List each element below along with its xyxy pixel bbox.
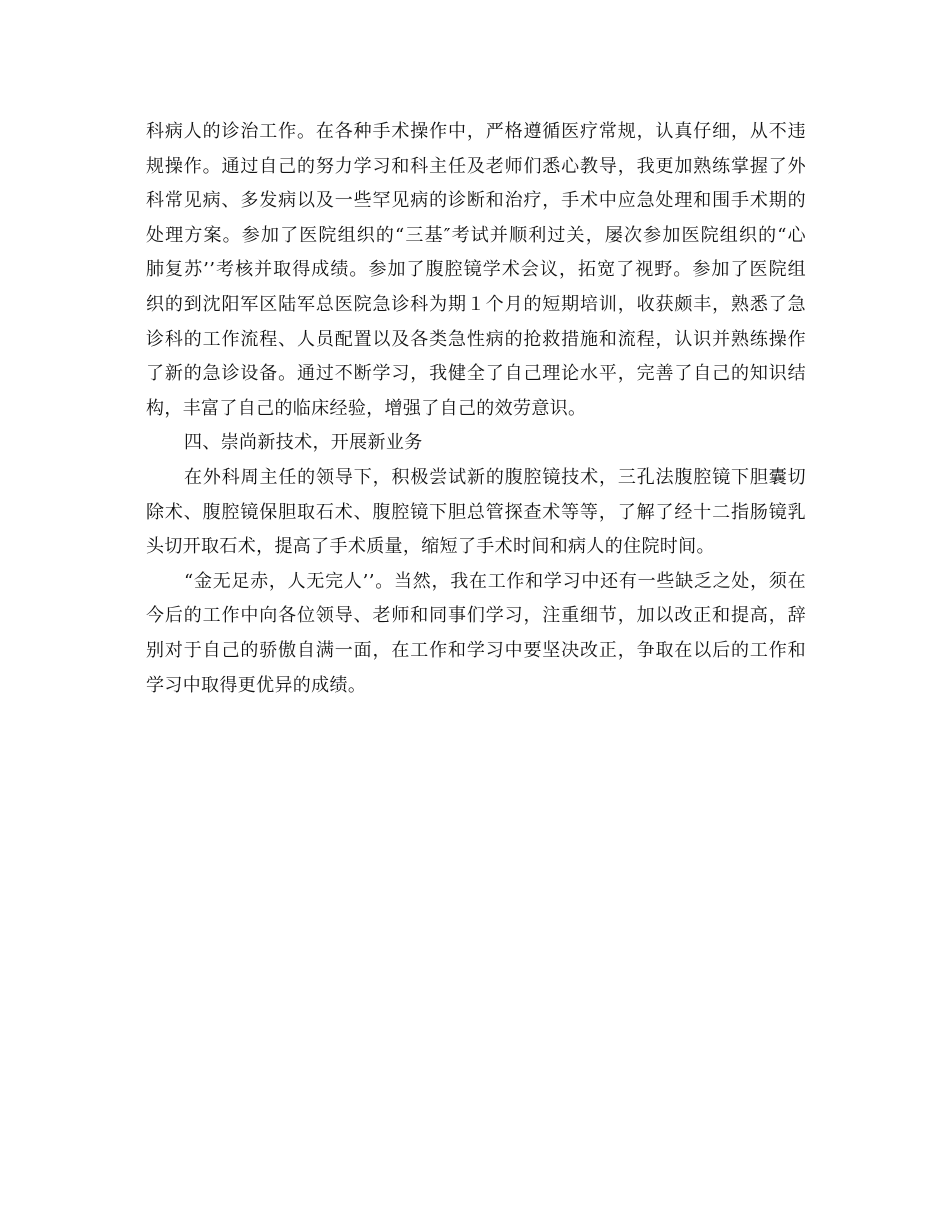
paragraph-laparoscopy	[146, 461, 806, 565]
text-line: 科病人的诊治工作。在各种手术操作中，严格遵循医疗常规，认真仔细，从不违	[146, 121, 806, 142]
text-line: 诊科的工作流程、人员配置以及各类急性病的抢救措施和流程，认识并熟练操作	[146, 328, 806, 350]
text-line: 处理方案。参加了医院组织的“三基″考试并顺利过关，屡次参加医院组织的“心	[146, 224, 806, 246]
text-line: 今后的工作中向各位领导、老师和同事们学习，注重细节，加以改正和提高，辞	[146, 605, 806, 627]
text-line: 科常见病、多发病以及一些罕见病的诊断和治疗，手术中应急处理和围手术期的	[146, 190, 806, 212]
text-line: 织的到沈阳军区陆军总医院急诊科为期１个月的短期培训，收获颇丰，熟悉了急	[146, 293, 806, 315]
text-line: 肺复苏’’考核并取得成绩。参加了腹腔镜学术会议，拓宽了视野。参加了医院组	[146, 259, 806, 281]
text-line: 除术、腹腔镜保胆取石术、腹腔镜下胆总管探查术等等，了解了经十二指肠镜乳	[146, 501, 806, 523]
text-line: 学习中取得更优异的成绩。	[146, 674, 367, 696]
paragraph-conclusion	[146, 565, 806, 703]
text-line: 构，丰富了自己的临床经验，增强了自己的效劳意识。	[146, 397, 587, 419]
paragraph-clinical-work	[146, 115, 806, 426]
text-line: 别对于自己的骄傲自满一面，在工作和学习中要坚决改正，争取在以后的工作和	[146, 639, 806, 661]
section-heading-new-technology	[146, 426, 806, 461]
text-line: 规操作。通过自己的努力学习和科主任及老师们悉心教导，我更加熟练掌握了外	[146, 155, 806, 177]
document-body	[146, 115, 806, 703]
text-line: 在外科周主任的领导下，积极尝试新的腹腔镜技术，三孔法腹腔镜下胆囊切	[184, 466, 806, 488]
text-line: “金无足赤，人无完人’’。当然，我在工作和学习中还有一些缺乏之处，须在	[184, 570, 806, 592]
text-line: 了新的急诊设备。通过不断学习，我健全了自己理论水平，完善了自己的知识结	[146, 363, 806, 385]
heading-line: 四、崇尚新技术，开展新业务	[184, 432, 423, 454]
text-line: 头切开取石术，提高了手术质量，缩短了手术时间和病人的住院时间。	[146, 536, 715, 558]
